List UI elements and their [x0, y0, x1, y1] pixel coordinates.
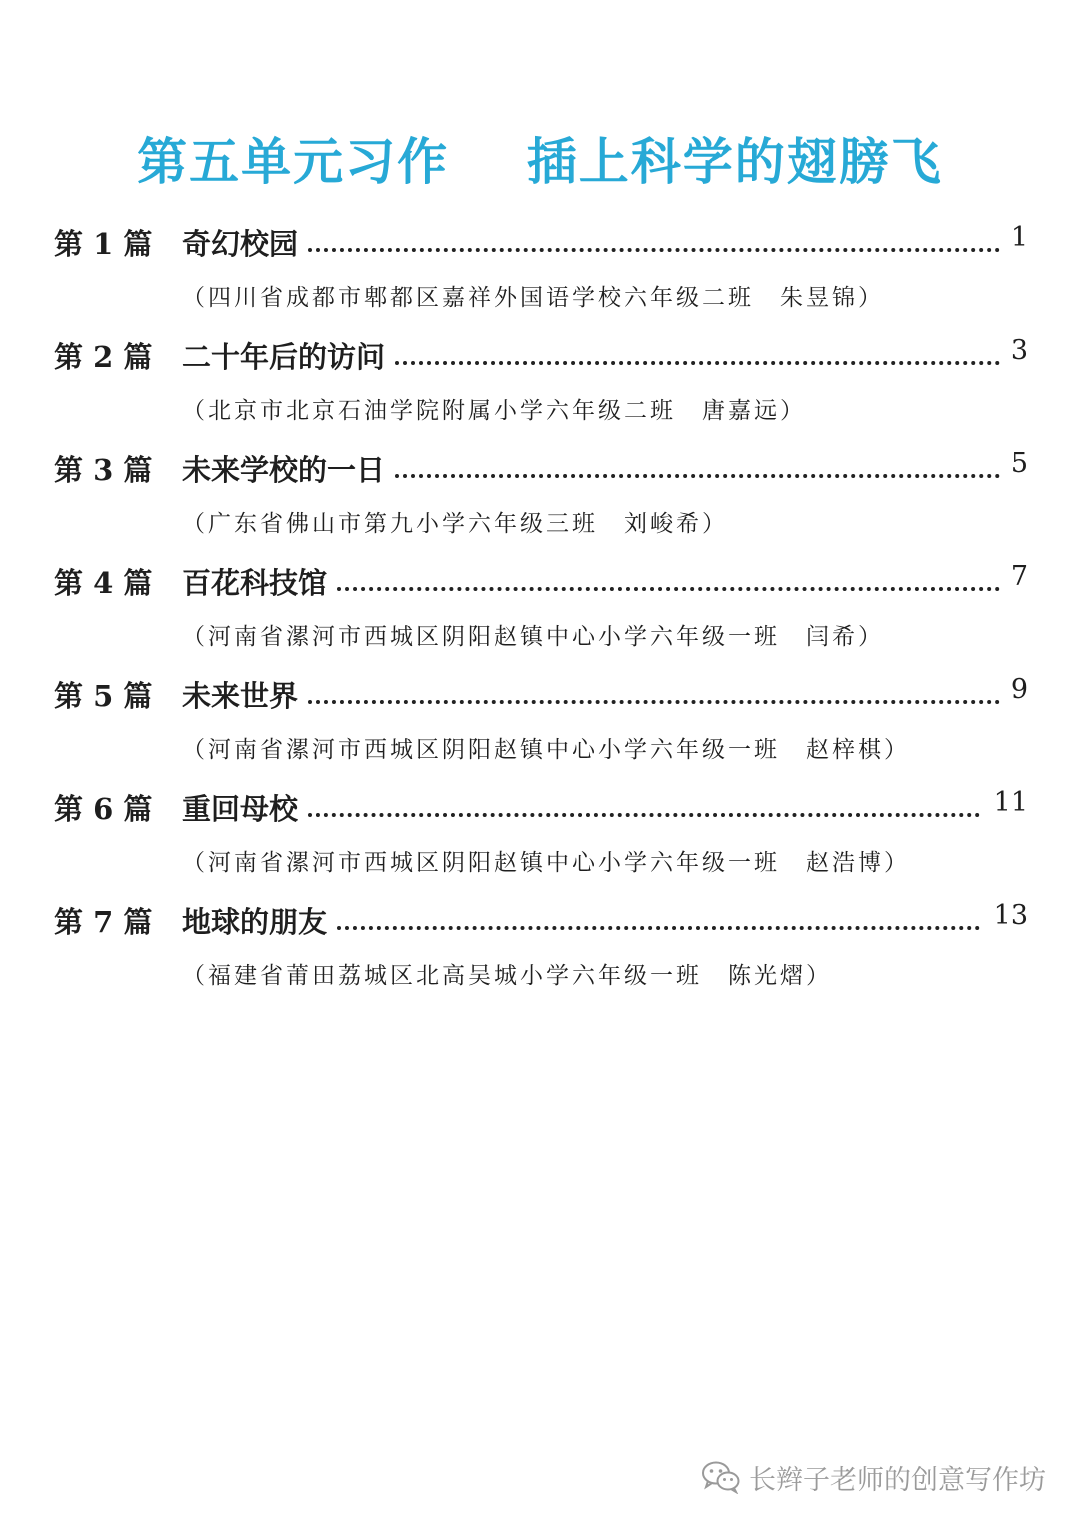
entry-title[interactable]: 未来世界	[182, 674, 302, 715]
toc-entry[interactable]	[0, 900, 1080, 1010]
toc-entry[interactable]	[0, 787, 1080, 897]
entry-number: 第 4 篇	[54, 566, 153, 600]
toc-entry[interactable]	[0, 222, 1080, 332]
dot-leader	[308, 700, 1000, 704]
entry-page-number: 5	[1005, 448, 1028, 479]
entry-title[interactable]: 奇幻校园	[182, 222, 302, 263]
entry-number: 第 5 篇	[54, 679, 153, 713]
toc-entry[interactable]	[0, 561, 1080, 671]
toc-entry[interactable]	[0, 448, 1080, 558]
entry-page-number: 13	[988, 900, 1028, 931]
entry-page-number: 11	[988, 787, 1028, 818]
entry-title[interactable]: 地球的朋友	[182, 900, 331, 941]
entry-number: 第 6 篇	[54, 792, 153, 826]
watermark-text: 长辫子老师的创意写作坊	[749, 1464, 1046, 1496]
entry-page-number: 3	[1005, 335, 1028, 366]
toc-entry[interactable]	[0, 335, 1080, 445]
entry-author: （福建省莆田荔城区北高吴城小学六年级一班 陈光熠）	[182, 963, 832, 989]
entry-author: （河南省漯河市西城区阴阳赵镇中心小学六年级一班 赵梓棋）	[182, 737, 910, 763]
entry-title[interactable]: 百花科技馆	[182, 561, 331, 602]
dot-leader	[337, 926, 980, 930]
watermark	[701, 1454, 1046, 1500]
dot-leader	[395, 474, 1000, 478]
dot-leader	[308, 813, 980, 817]
dot-leader	[308, 248, 1000, 252]
entry-author: （四川省成都市郫都区嘉祥外国语学校六年级二班 朱昱锦）	[182, 285, 884, 311]
entry-author: （北京市北京石油学院附属小学六年级二班 唐嘉远）	[182, 398, 806, 424]
entry-page-number: 7	[1005, 561, 1028, 592]
entry-author: （广东省佛山市第九小学六年级三班 刘峻希）	[182, 511, 728, 537]
toc-entry[interactable]	[0, 674, 1080, 784]
entry-title[interactable]: 二十年后的访问	[182, 335, 389, 376]
entry-number: 第 3 篇	[54, 453, 153, 487]
wechat-icon	[701, 1460, 741, 1494]
entry-number: 第 1 篇	[54, 227, 153, 261]
entry-page-number: 1	[1005, 222, 1028, 253]
entry-author: （河南省漯河市西城区阴阳赵镇中心小学六年级一班 赵浩博）	[182, 850, 910, 876]
entry-page-number: 9	[1005, 674, 1028, 705]
page-title: 第五单元习作 插上科学的翅膀飞	[137, 133, 943, 191]
dot-leader	[337, 587, 1000, 591]
entry-title[interactable]: 重回母校	[182, 787, 302, 828]
entry-number: 第 7 篇	[54, 905, 153, 939]
entry-title[interactable]: 未来学校的一日	[182, 448, 389, 489]
entry-number: 第 2 篇	[54, 340, 153, 374]
entry-author: （河南省漯河市西城区阴阳赵镇中心小学六年级一班 闫希）	[182, 624, 884, 650]
dot-leader	[395, 361, 1000, 365]
